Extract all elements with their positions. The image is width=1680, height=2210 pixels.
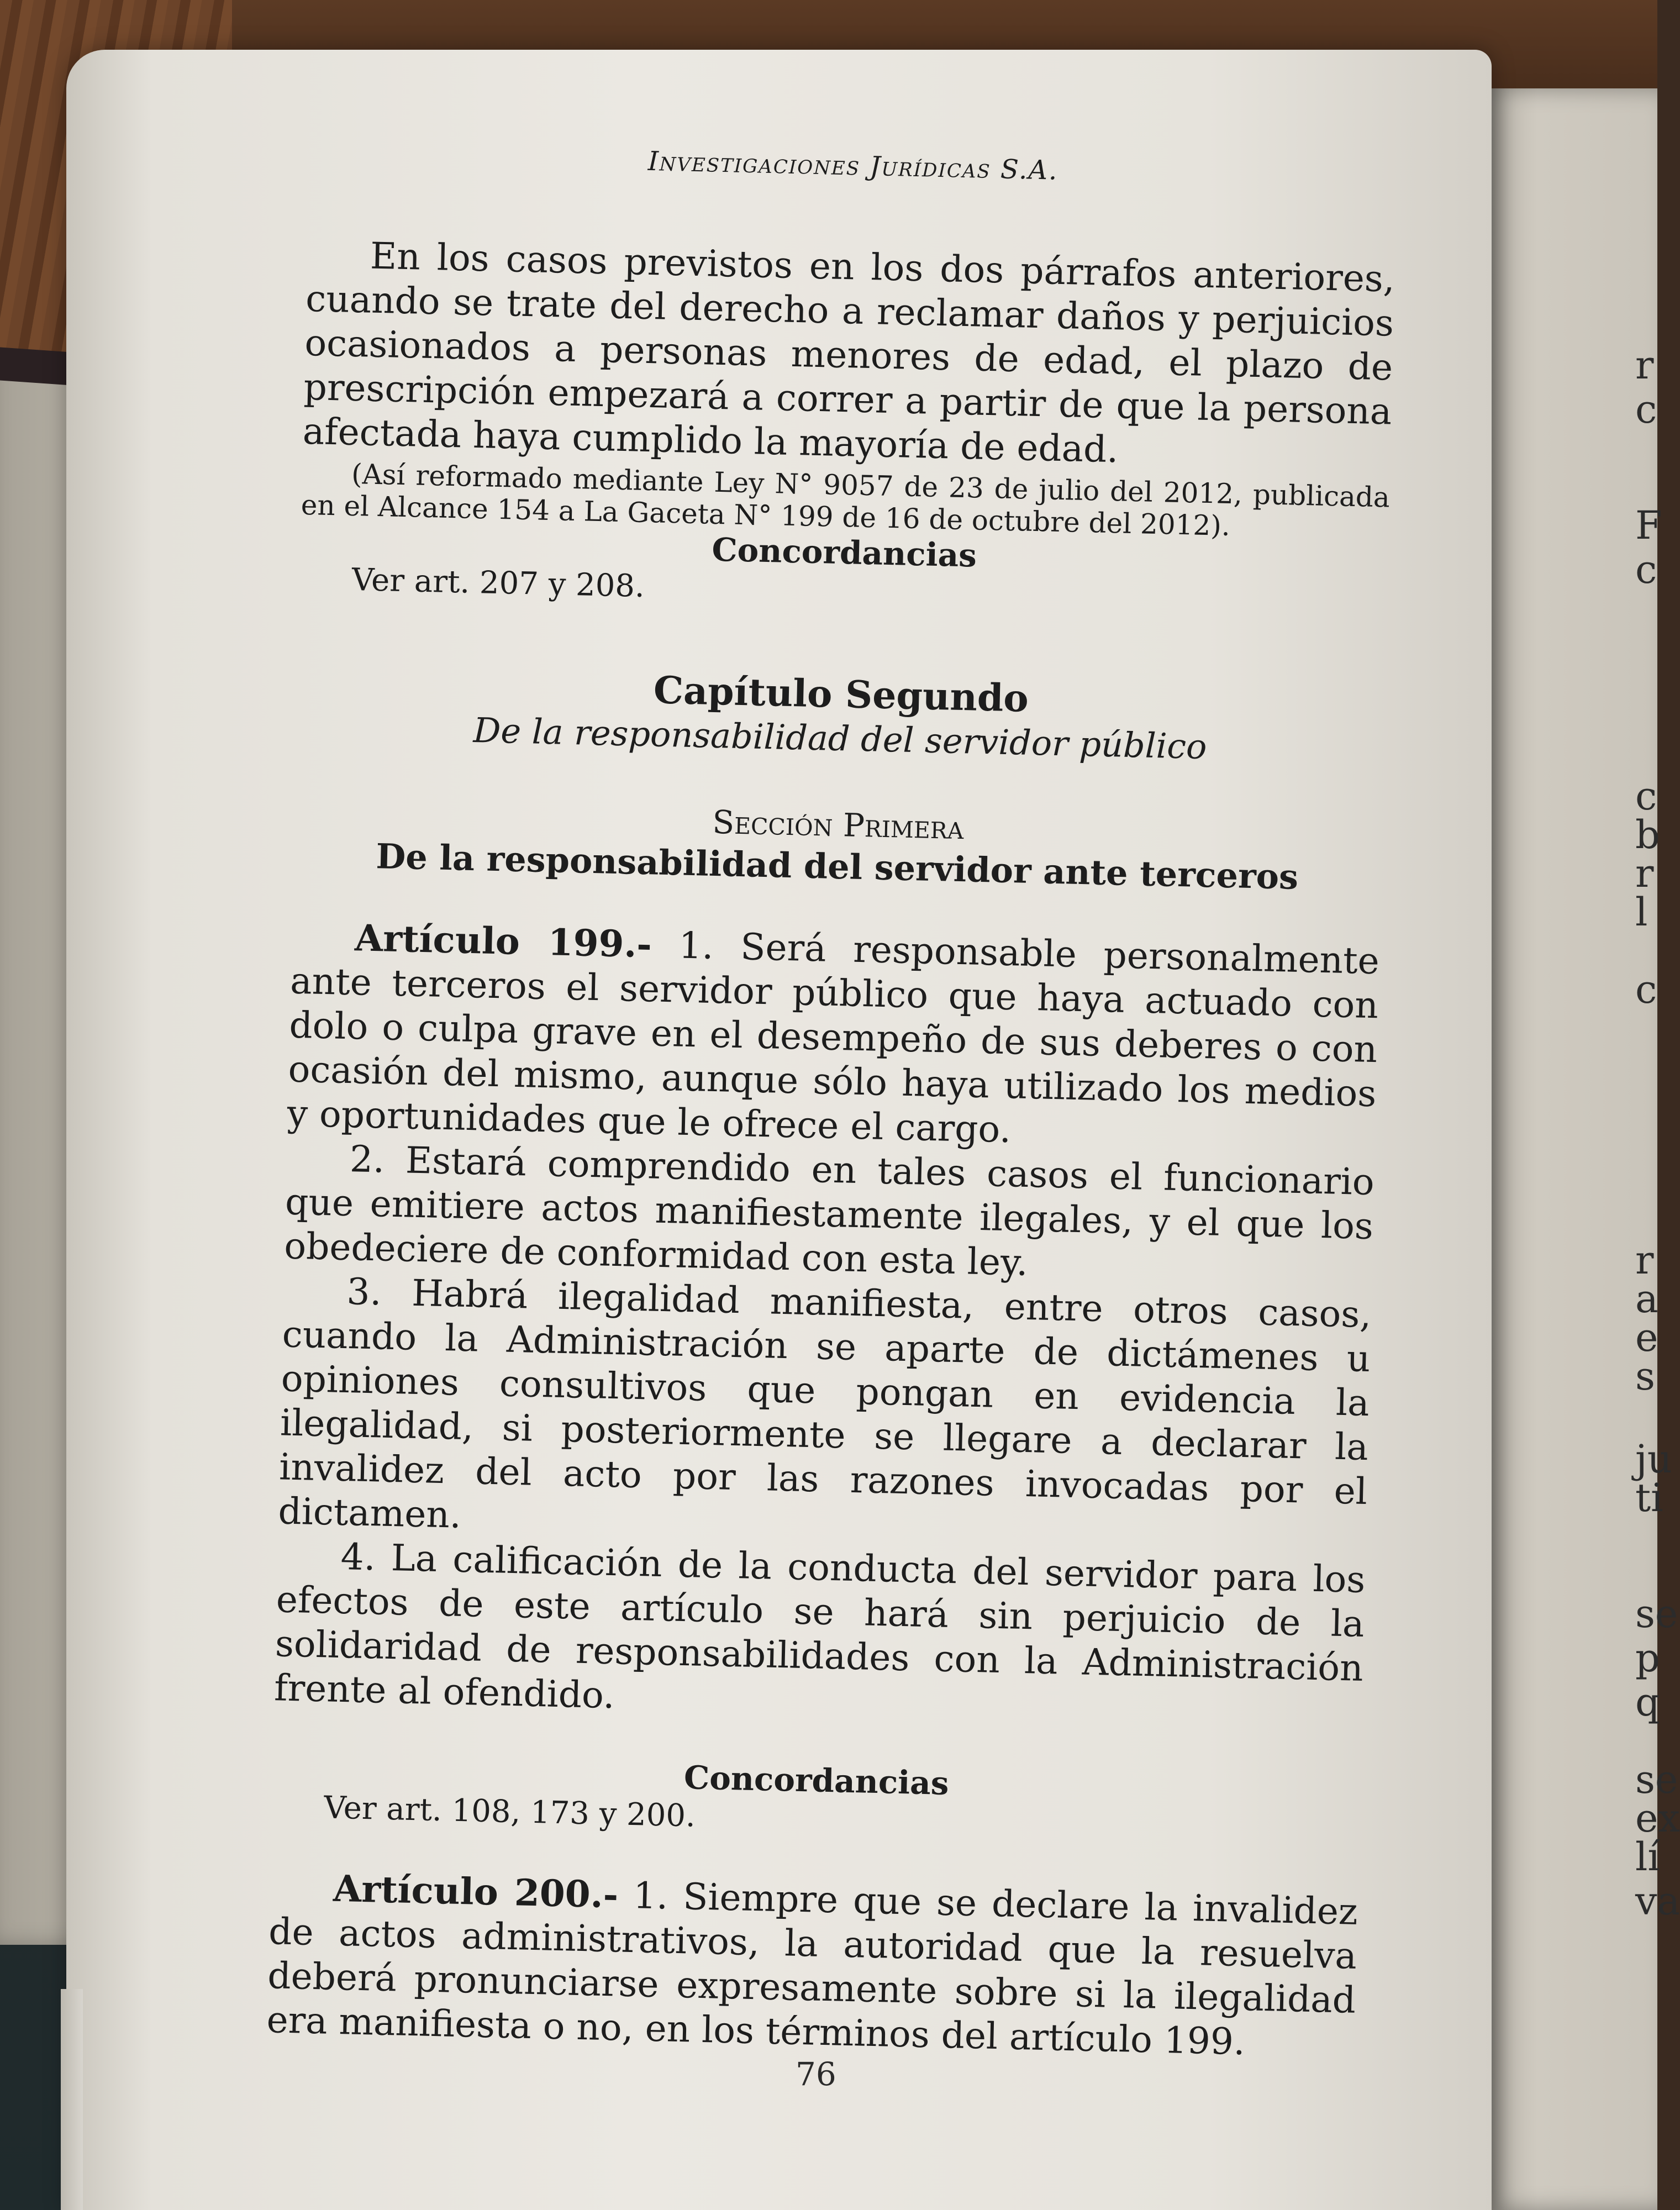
running-head: Investigaciones Jurídicas S.A. (647, 145, 1059, 186)
right-letter: a (1635, 1276, 1658, 1322)
right-letter: c (1635, 387, 1657, 432)
page-stack-edge (61, 1989, 83, 2210)
right-page-cut-letters (1635, 0, 1680, 2210)
right-letter: c (1635, 774, 1657, 819)
right-letter: r (1635, 343, 1654, 388)
chapter-subtitle: De la responsabilidad del servidor público (472, 710, 1208, 767)
concordancias-reference: Ver art. 108, 173 y 200. (323, 1790, 696, 1834)
right-letter: b (1635, 812, 1660, 857)
right-letter: ex (1635, 1796, 1680, 1841)
right-letter: p (1635, 1635, 1660, 1681)
right-letter: e (1635, 1315, 1658, 1360)
right-letter: c (1635, 547, 1657, 592)
article-199-paragraph-3: 3. Habrá ilegalidad manifiesta, entre otros casos, cuando la Administración se aparte de dictámenes u opiniones consultivos que pongan en evidencia la ilegalidad, si posteriormente se llegare a declarar la invalidez del acto por las razones invocadas por el dictamen. (277, 1270, 1372, 1537)
right-letter: ti (1635, 1475, 1663, 1520)
article-199-paragraph-4: 4. La calificación de la conducta del servidor para los efectos de este artículo se hará sin perjuicio de la solidaridad de responsabilidades con la Administración frente al ofendido. (273, 1535, 1366, 1717)
article-199-text-1: 1. Será responsable personalmente ante terceros el servidor público que haya actuado con dolo o culpa grave en el desempeño de sus deberes o con ocasión del mismo, aunque sólo haya utilizado los medios y oportunidades que le ofrece el cargo. (287, 924, 1380, 1151)
right-letter: lí (1635, 1834, 1660, 1880)
right-letter: s (1635, 1354, 1655, 1399)
right-letter: F (1635, 503, 1662, 548)
right-letter: l (1635, 890, 1648, 935)
article-199-paragraph-1 (287, 914, 1380, 1161)
right-letter: r (1635, 1238, 1654, 1283)
section-subtitle: De la responsabilidad del servidor ante terceros (375, 836, 1299, 897)
right-letter: q (1635, 1680, 1660, 1725)
article-199-paragraph-2: 2. Estará comprendido en tales casos el funcionario que emitiere actos manifiestamente ilegales, y el que los obedeciere de conformidad con esta ley. (283, 1138, 1375, 1285)
right-letter: r (1635, 851, 1654, 896)
chapter-title: Capítulo Segundo (653, 668, 1029, 721)
reform-note: (Así reformado mediante Ley N° 9057 de 23 de julio del 2012, publicada en el Alcance 154 a La Gaceta N° 199 de 16 de octubre del 2012). (301, 457, 1391, 542)
article-200-text-1: 1. Siempre que se declare la invalidez de actos administrativos, la autoridad que la resuelva deberá pronunciarse expresamente sobre si la ilegalidad era manifiesta o no, en los términos del artículo 199. (266, 1874, 1358, 2064)
article-199-label: Artículo 199.- (354, 916, 652, 966)
page-number: 76 (796, 2055, 836, 2093)
concordancias-heading: Concordancias (711, 530, 977, 575)
right-letter: se (1635, 1591, 1678, 1637)
article-200-paragraph-1 (266, 1865, 1358, 2067)
article-200-label: Artículo 200.- (333, 1866, 619, 1917)
right-letter: c (1635, 967, 1657, 1012)
right-letter: va (1635, 1878, 1680, 1924)
paragraph-intro: En los casos previstos en los dos párrafos anteriores, cuando se trate del derecho a reclamar daños y perjuicios ocasionados a personas menores de edad, el plazo de prescripción empezará a correr a partir de que la persona afectada haya cumplido la mayoría de edad. (302, 234, 1395, 471)
concordancias-reference: Ver art. 207 y 208. (351, 561, 645, 604)
right-letter: ju (1635, 1436, 1672, 1482)
section-title: Sección Primera (712, 803, 965, 847)
page-text-block (266, 138, 1398, 2067)
right-facing-page (1486, 88, 1657, 2210)
concordancias-heading: Concordancias (683, 1759, 950, 1803)
right-letter: se (1635, 1757, 1678, 1802)
